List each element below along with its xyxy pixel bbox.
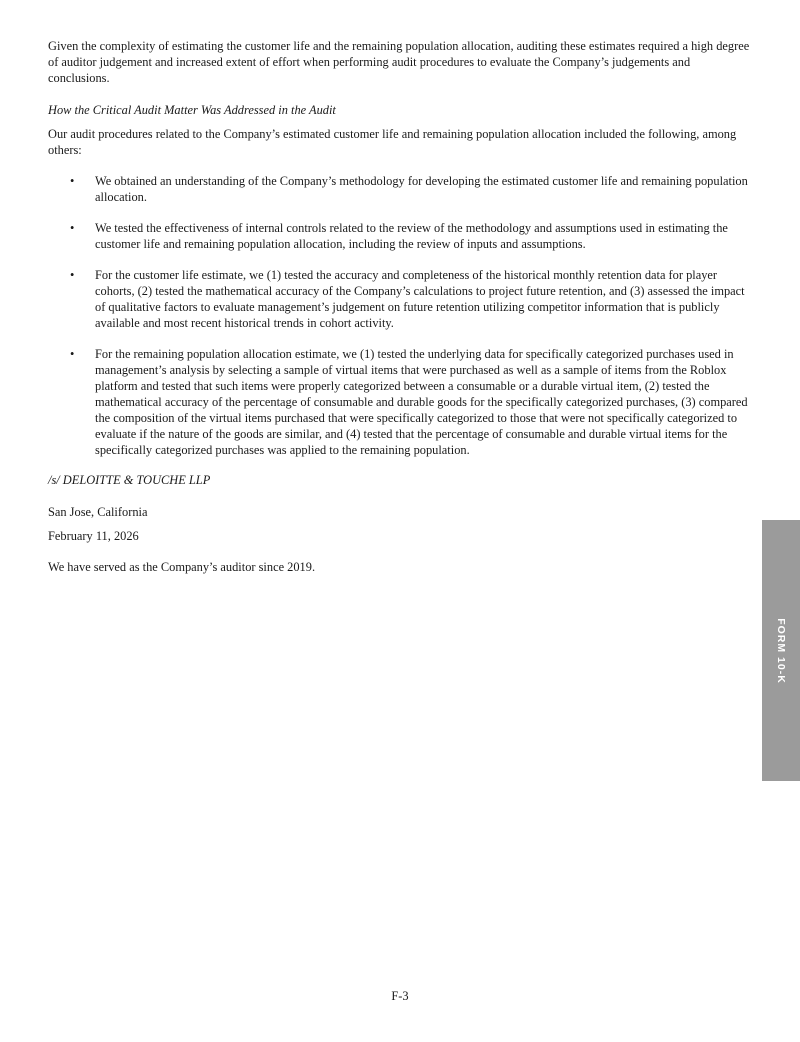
list-item (48, 267, 752, 331)
list-item-text: For the remaining population allocation estimate, we (1) tested the underlying data for specifically categorized purchases used in management’s analysis by selecting a sample of virtual items that were purchased as well as a sample of items from the Roblox platform and tested that such items were properly categorized between a consumable or a durable virtual item, (2) tested the mathematical accuracy of the percentage of consumable and durable goods for the specifically categorized purchases, (3) compared the composition of the virtual items purchased that were specifically categorized to those that were not specifically categorized to evaluate if the nature of the goods are similar, and (4) tested that the percentage of consumable and durable virtual items for the specifically categorized purchases was applied to the remaining population. (95, 347, 748, 457)
side-tab-label: FORM 10-K (775, 617, 787, 684)
auditor-signature: /s/ DELOITTE & TOUCHE LLP (48, 473, 211, 487)
lead-paragraph: Our audit procedures related to the Company’s estimated customer life and remaining population allocation included the following, among others: (48, 127, 737, 157)
list-item (48, 220, 752, 252)
bullet-icon: • (70, 347, 75, 361)
audit-procedures-list (48, 173, 752, 458)
signature-city: San Jose, California (48, 505, 148, 519)
intro-paragraph: Given the complexity of estimating the customer life and the remaining population allocation, auditing these estimates required a high degree of auditor judgement and increased extent of effort when performing audit procedures to evaluate the Company’s judgements and conclusions. (48, 39, 750, 85)
document-body (48, 38, 752, 575)
list-item-text: For the customer life estimate, we (1) tested the accuracy and completeness of the historical monthly retention data for player cohorts, (2) tested the mathematical accuracy of the Company’s calculations to project future retention, and (3) assessed the impact of qualitative factors to evaluate management’s judgement on future retention utilizing competitor information that is publicly available and most recent historical trends in cohort activity. (95, 268, 745, 330)
list-item (48, 173, 752, 205)
signature-date: February 11, 2026 (48, 529, 139, 543)
list-item (48, 346, 752, 458)
bullet-icon: • (70, 268, 75, 282)
auditor-tenure-statement: We have served as the Company’s auditor since 2019. (48, 560, 316, 574)
section-subheading: How the Critical Audit Matter Was Addressed in the Audit (48, 103, 336, 117)
page-number: F-3 (391, 989, 409, 1003)
bullet-icon: • (70, 174, 75, 188)
list-item-text: We obtained an understanding of the Company’s methodology for developing the estimated customer life and remaining population allocation. (95, 174, 748, 204)
form-10k-side-tab (762, 520, 800, 781)
list-item-text: We tested the effectiveness of internal controls related to the review of the methodology and assumptions used in estimating the customer life and remaining population allocation, including the review of inputs and assumptions. (95, 221, 728, 251)
bullet-icon: • (70, 221, 75, 235)
